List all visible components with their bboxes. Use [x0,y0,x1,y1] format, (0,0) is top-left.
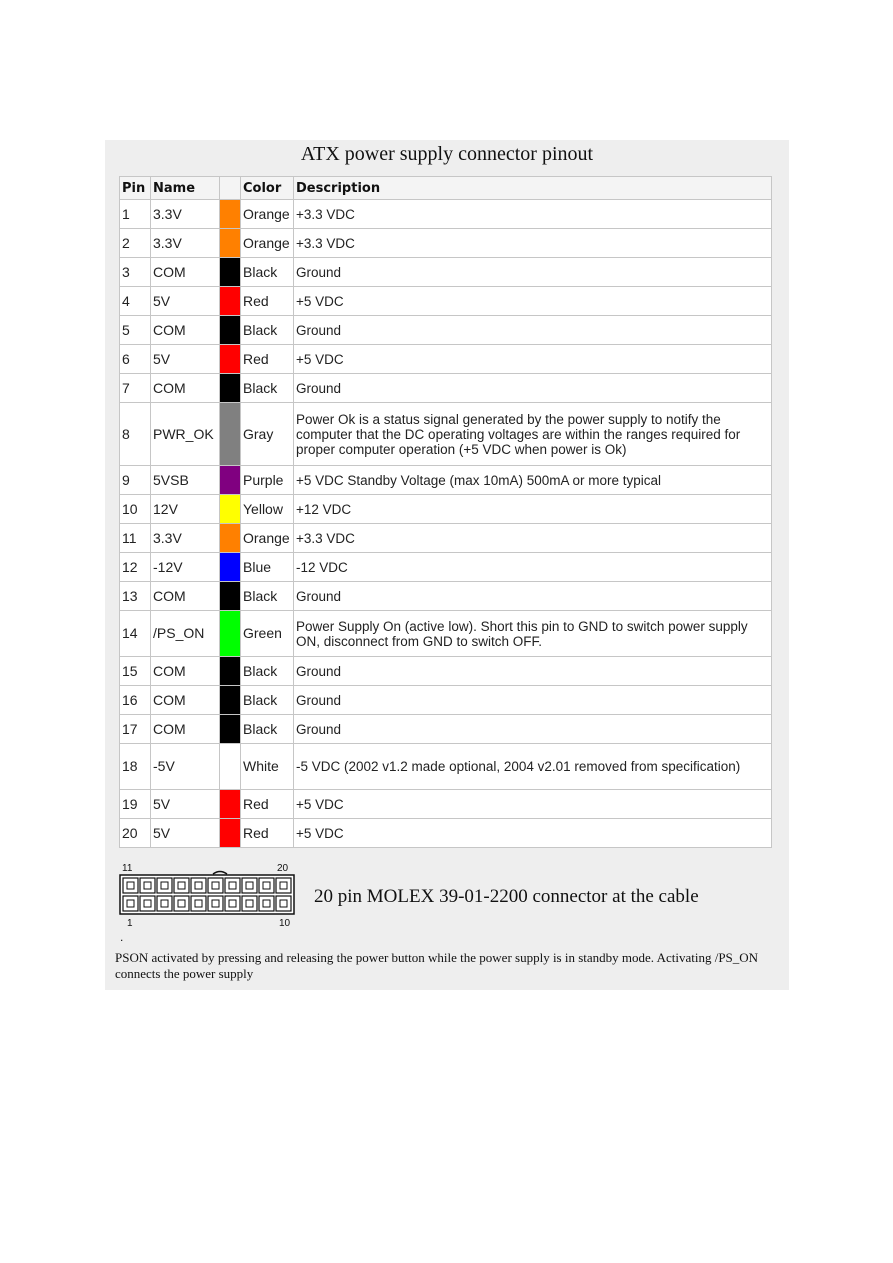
color-cell: Black [241,715,294,744]
pson-note: PSON activated by pressing and releasing the power button while the power supply is in standby mode. Activating /PS_ON connects the power supply [115,950,759,981]
connector-pin-contact [280,900,287,907]
description-cell: Power Ok is a status signal generated by the power supply to notify the computer that the DC operating voltages are within the ranges required for proper computer operation (+5 VDC when power is Ok) [294,403,772,466]
table-row [120,744,772,790]
table-row [120,200,772,229]
header-swatch [220,177,241,200]
name-cell: 12V [151,495,220,524]
color-cell: Black [241,686,294,715]
color-swatch [220,686,241,715]
connector-caption: 20 pin MOLEX 39-01-2200 connector at the cable [314,886,699,907]
table-row [120,316,772,345]
name-cell: /PS_ON [151,611,220,657]
description-cell: Ground [294,715,772,744]
connector-pin-contact [263,882,270,889]
separator-dot: . [120,930,124,944]
name-cell: 5V [151,790,220,819]
description-cell: +3.3 VDC [294,200,772,229]
color-swatch [220,611,241,657]
name-cell: PWR_OK [151,403,220,466]
color-cell: Orange [241,229,294,258]
description-cell: Ground [294,582,772,611]
description-cell: Power Supply On (active low). Short this pin to GND to switch power supply ON, disconnect from GND to switch OFF. [294,611,772,657]
description-cell: Ground [294,258,772,287]
pin-cell: 8 [120,403,151,466]
connector-pin-contact [178,882,185,889]
name-cell: 5VSB [151,466,220,495]
pin-cell: 20 [120,819,151,848]
color-cell: Red [241,287,294,316]
table-row [120,790,772,819]
table-header-row [120,177,772,200]
description-cell: +3.3 VDC [294,229,772,258]
color-cell: White [241,744,294,790]
color-swatch [220,819,241,848]
table-row [120,287,772,316]
name-cell: COM [151,715,220,744]
table-row [120,258,772,287]
molex-connector-diagram [117,862,297,932]
pin-cell: 16 [120,686,151,715]
name-cell: COM [151,316,220,345]
color-cell: Gray [241,403,294,466]
pin-cell: 14 [120,611,151,657]
description-cell: +5 VDC [294,287,772,316]
description-cell: +5 VDC [294,790,772,819]
pin-cell: 19 [120,790,151,819]
pin-cell: 13 [120,582,151,611]
pin-cell: 1 [120,200,151,229]
color-swatch [220,553,241,582]
connector-pin-contact [280,882,287,889]
table-row [120,403,772,466]
connector-pin-contact [229,900,236,907]
page-title: ATX power supply connector pinout [300,143,594,165]
table-row [120,524,772,553]
table-row [120,229,772,258]
color-cell: Orange [241,524,294,553]
connector-pin-contact [229,882,236,889]
connector-pin-contact [144,900,151,907]
table-row [120,345,772,374]
connector-pin-contact [212,900,219,907]
pin-cell: 6 [120,345,151,374]
color-cell: Red [241,345,294,374]
color-cell: Blue [241,553,294,582]
connector-pin-contact [161,900,168,907]
color-cell: Black [241,657,294,686]
color-swatch [220,258,241,287]
color-swatch [220,466,241,495]
color-swatch [220,403,241,466]
header-name: Name [151,177,220,200]
description-cell: Ground [294,686,772,715]
description-cell: -12 VDC [294,553,772,582]
pin-cell: 15 [120,657,151,686]
table-row [120,611,772,657]
color-swatch [220,316,241,345]
connector-pin-contact [246,882,253,889]
color-swatch [220,744,241,790]
pin-cell: 5 [120,316,151,345]
name-cell: -5V [151,744,220,790]
color-swatch [220,524,241,553]
header-description: Description [294,177,772,200]
connector-pin-contact [127,900,134,907]
table-body [120,200,772,848]
description-cell: +5 VDC [294,345,772,374]
color-cell: Red [241,790,294,819]
connector-label-1: 1 [127,918,133,929]
pin-cell: 17 [120,715,151,744]
pin-cell: 3 [120,258,151,287]
pin-cell: 9 [120,466,151,495]
connector-latch [213,872,227,875]
color-swatch [220,715,241,744]
color-cell: Black [241,258,294,287]
color-swatch [220,657,241,686]
pin-cell: 18 [120,744,151,790]
color-cell: Purple [241,466,294,495]
color-cell: Orange [241,200,294,229]
connector-pin-contact [195,900,202,907]
description-cell: +5 VDC [294,819,772,848]
connector-pin-contact [178,900,185,907]
name-cell: 5V [151,819,220,848]
header-pin: Pin [120,177,151,200]
name-cell: COM [151,657,220,686]
name-cell: -12V [151,553,220,582]
table-row [120,715,772,744]
pin-cell: 7 [120,374,151,403]
connector-pin-contact [246,900,253,907]
table-row [120,553,772,582]
table-row [120,374,772,403]
name-cell: 5V [151,287,220,316]
connector-label-20: 20 [277,863,289,874]
color-swatch [220,200,241,229]
table-row [120,582,772,611]
color-cell: Black [241,316,294,345]
connector-label-11: 11 [122,863,133,874]
name-cell: COM [151,258,220,287]
pin-cell: 2 [120,229,151,258]
name-cell: COM [151,374,220,403]
pin-cell: 11 [120,524,151,553]
pinout-panel [105,140,789,990]
name-cell: 5V [151,345,220,374]
connector-label-10: 10 [279,918,291,929]
connector-pin-contact [263,900,270,907]
table-row [120,686,772,715]
pinout-table [119,176,772,848]
connector-pin-contact [212,882,219,889]
color-swatch [220,582,241,611]
color-swatch [220,374,241,403]
description-cell: +5 VDC Standby Voltage (max 10mA) 500mA or more typical [294,466,772,495]
table-row [120,466,772,495]
header-color: Color [241,177,294,200]
name-cell: 3.3V [151,200,220,229]
color-swatch [220,790,241,819]
description-cell: -5 VDC (2002 v1.2 made optional, 2004 v2.01 removed from specification) [294,744,772,790]
table-row [120,495,772,524]
name-cell: 3.3V [151,229,220,258]
pin-cell: 4 [120,287,151,316]
connector-pin-contact [144,882,151,889]
color-swatch [220,345,241,374]
color-cell: Black [241,374,294,403]
name-cell: COM [151,582,220,611]
description-cell: Ground [294,657,772,686]
description-cell: Ground [294,374,772,403]
name-cell: 3.3V [151,524,220,553]
name-cell: COM [151,686,220,715]
description-cell: +3.3 VDC [294,524,772,553]
table-row [120,657,772,686]
description-cell: Ground [294,316,772,345]
color-swatch [220,229,241,258]
color-cell: Red [241,819,294,848]
color-cell: Yellow [241,495,294,524]
table-row [120,819,772,848]
pin-cell: 12 [120,553,151,582]
connector-pin-contact [161,882,168,889]
pin-cell: 10 [120,495,151,524]
connector-pin-contact [127,882,134,889]
connector-pin-contact [195,882,202,889]
color-cell: Black [241,582,294,611]
description-cell: +12 VDC [294,495,772,524]
color-cell: Green [241,611,294,657]
color-swatch [220,495,241,524]
color-swatch [220,287,241,316]
